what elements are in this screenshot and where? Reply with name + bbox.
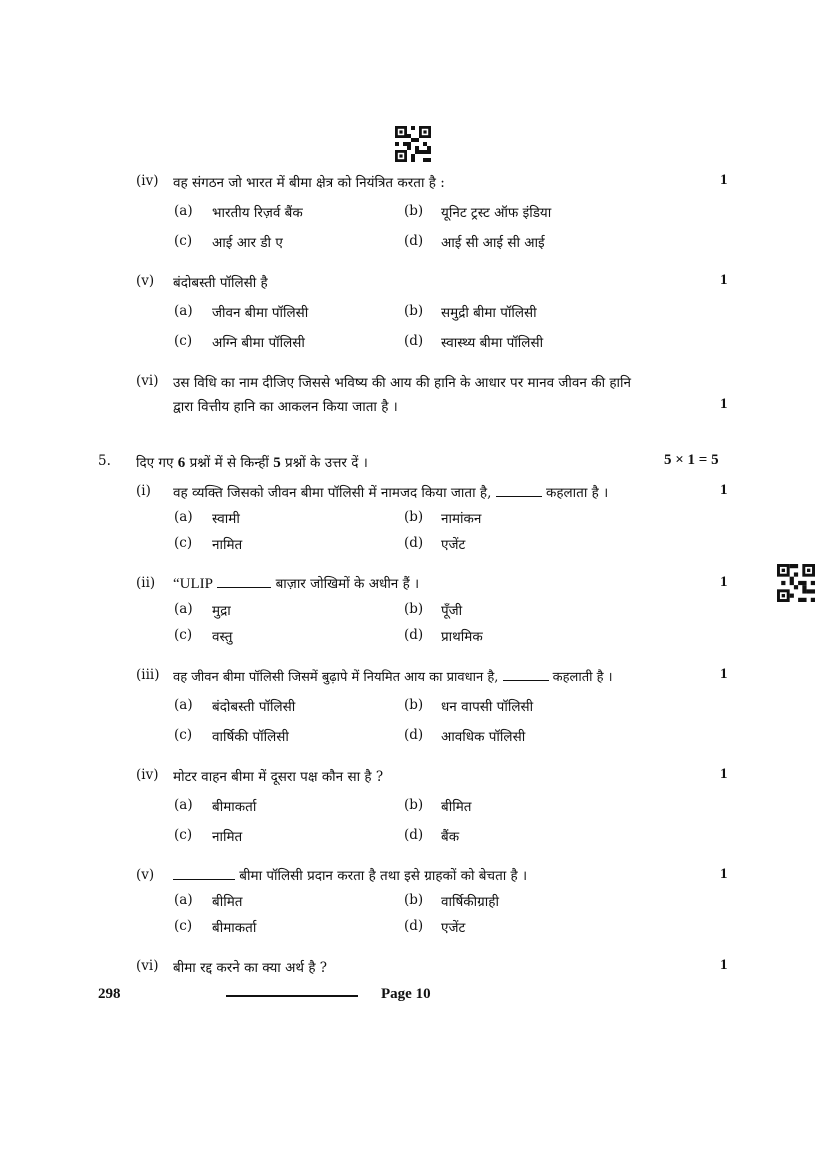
answer-blank [503,679,549,681]
option-text: नामित [212,537,243,553]
option-text: आई सी आई सी आई [441,235,545,251]
option-text: वार्षिकीग्राही [441,894,499,910]
question-5-instruction: दिए गए 6 प्रश्नों में से किन्हीं 5 प्रश्नों के उत्तर दें । [136,455,368,471]
option-label: (a) [174,697,193,713]
option-label: (c) [174,827,193,843]
question-text: वह जीवन बीमा पॉलिसी जिसमें बुढ़ापे में नियमित आय का प्रावधान है, कहलाती है । [173,670,613,685]
option-label: (a) [174,509,193,525]
option-label: (b) [404,601,424,617]
qr-code-top [395,126,431,162]
page-number: Page 10 [381,986,431,1002]
question-marks: 1 [720,172,728,188]
answer-blank [173,878,235,880]
option-label: (c) [174,535,193,551]
option-label: (b) [404,509,424,525]
option-text: बैंक [441,829,460,845]
option-text: स्वास्थ्य बीमा पॉलिसी [441,335,544,351]
question-5-total-marks: 5 × 1 = 5 [664,452,719,468]
question-text: बीमा पॉलिसी प्रदान करता है तथा इसे ग्राहकों को बेचता है । [173,866,527,884]
option-label: (a) [174,797,193,813]
option-label: (a) [174,203,193,219]
question-marks: 1 [720,272,728,288]
question-number: (iv) [136,767,159,783]
question-number: (ii) [136,575,156,591]
question-text: वह व्यक्ति जिसको जीवन बीमा पॉलिसी में नामजद किया जाता है, कहलाता है । [173,485,609,501]
option-label: (a) [174,303,193,319]
option-label: (d) [404,918,424,934]
option-label: (d) [404,627,424,643]
option-text: समुद्री बीमा पॉलिसी [441,305,537,321]
option-text: आवधिक पॉलिसी [441,729,526,745]
question-marks: 1 [720,482,728,498]
question-number: (v) [136,867,155,883]
option-label: (b) [404,697,424,713]
option-text: एजेंट [441,537,466,553]
question-text: मोटर वाहन बीमा में दूसरा पक्ष कौन सा है ? [173,769,384,785]
option-label: (d) [404,827,424,843]
question-marks: 1 [720,766,728,782]
option-text: वार्षिकी पॉलिसी [212,729,289,745]
option-label: (a) [174,601,193,617]
paper-code: 298 [98,986,121,1002]
option-text: धन वापसी पॉलिसी [441,699,534,715]
option-text: मुद्रा [212,603,231,619]
option-label: (b) [404,203,424,219]
question-marks: 1 [720,396,728,412]
question-marks: 1 [720,957,728,973]
option-text: बीमित [441,799,472,815]
question-text-line1: उस विधि का नाम दीजिए जिससे भविष्य की आय की हानि के आधार पर मानव जीवन की हानि [173,375,632,391]
question-marks: 1 [720,574,728,590]
question-5-number: 5. [98,453,111,469]
option-text: पूँजी [441,603,463,619]
option-text: अग्नि बीमा पॉलिसी [212,335,305,351]
question-text: “ULIP बाज़ार जोखिमों के अधीन हैं । [173,576,420,592]
question-text: वह संगठन जो भारत में बीमा क्षेत्र को नियंत्रित करता है : [173,175,445,191]
option-label: (d) [404,333,424,349]
question-number: (v) [136,273,155,289]
option-text: बीमाकर्ता [212,920,257,936]
option-label: (d) [404,233,424,249]
question-marks: 1 [720,866,728,882]
option-text: स्वामी [212,511,240,527]
option-label: (c) [174,627,193,643]
option-label: (a) [174,892,193,908]
option-text: बीमाकर्ता [212,799,257,815]
option-text: नामित [212,829,243,845]
question-number: (iv) [136,173,159,189]
question-number: (iii) [136,667,160,683]
option-label: (b) [404,797,424,813]
question-marks: 1 [720,666,728,682]
option-text: प्राथमिक [441,629,483,645]
question-number: (vi) [136,958,159,974]
option-text: आई आर डी ए [212,235,283,251]
option-label: (d) [404,535,424,551]
option-label: (c) [174,233,193,249]
option-text: बंदोबस्ती पॉलिसी [212,699,296,715]
option-text: यूनिट ट्रस्ट ऑफ इंडिया [441,205,552,221]
option-text: नामांकन [441,511,482,527]
option-label: (c) [174,727,193,743]
qr-code-side [777,564,815,602]
question-text-line2: द्वारा वित्तीय हानि का आकलन किया जाता है । [173,399,398,415]
question-number: (i) [136,483,151,499]
option-text: जीवन बीमा पॉलिसी [212,305,309,321]
answer-blank [496,495,542,497]
question-text: बंदोबस्ती पॉलिसी है [173,275,268,291]
footer-rule [226,995,358,997]
option-text: भारतीय रिज़र्व बैंक [212,205,303,221]
option-label: (b) [404,892,424,908]
option-label: (d) [404,727,424,743]
option-label: (c) [174,333,193,349]
option-text: एजेंट [441,920,466,936]
answer-blank [217,586,271,588]
option-text: बीमित [212,894,243,910]
question-number: (vi) [136,373,159,389]
option-label: (c) [174,918,193,934]
option-text: वस्तु [212,629,233,645]
option-label: (b) [404,303,424,319]
question-text: बीमा रद्द करने का क्या अर्थ है ? [173,960,328,976]
